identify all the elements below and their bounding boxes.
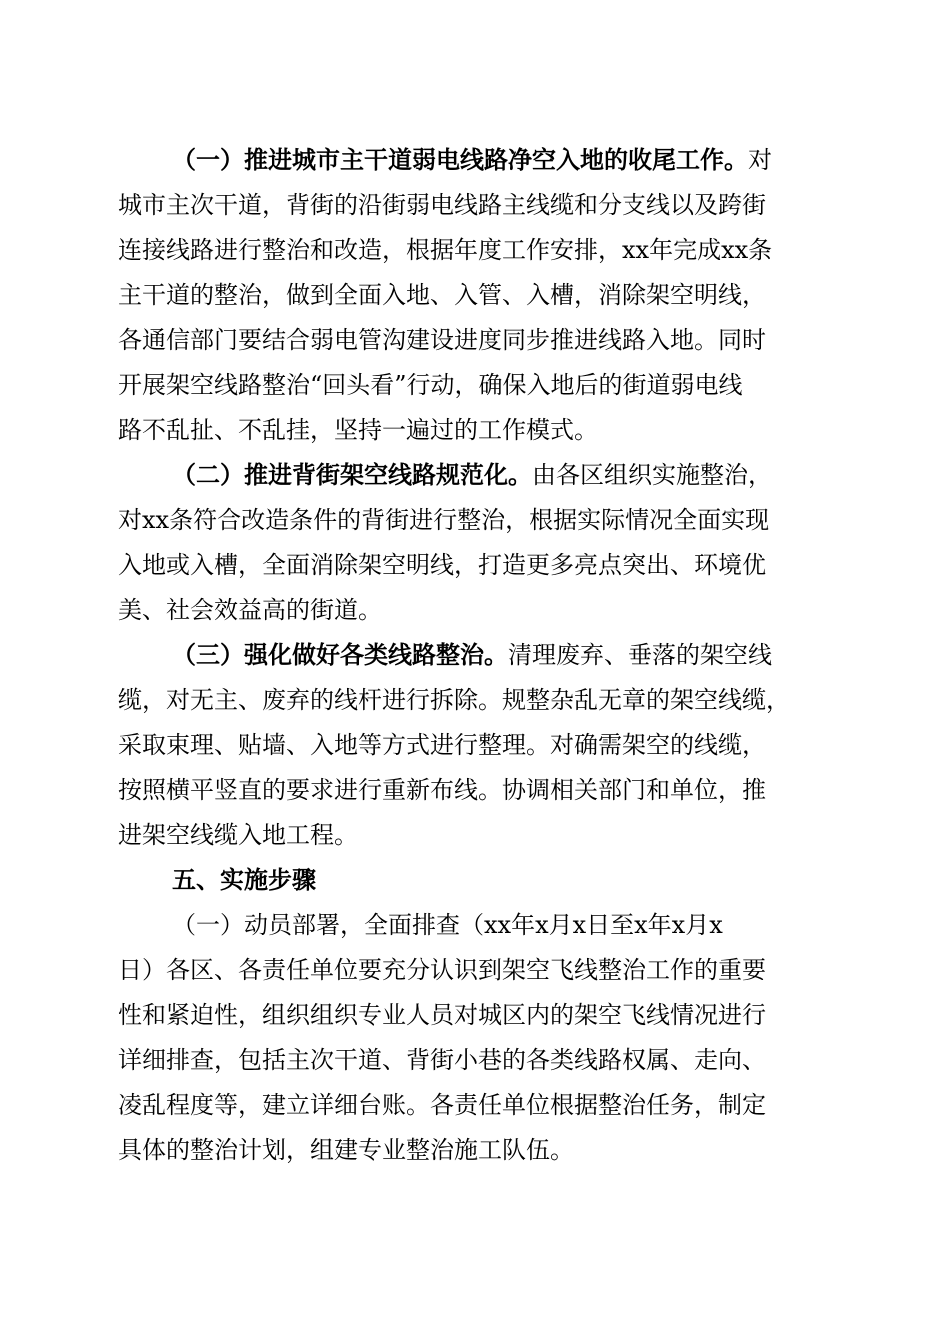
paragraph-line: 对xx条符合改造条件的背街进行整治，根据实际情况全面实现 (118, 506, 770, 534)
paragraph-line: 进架空线缆入地工程。 (118, 821, 358, 849)
paragraph-line: 采取束理、贴墙、入地等方式进行整理。对确需架空的线缆， (118, 731, 766, 759)
paragraph-text: 清理废弃、垂落的架空线 (508, 641, 772, 669)
paragraph-line (118, 633, 833, 678)
paragraph-lead: （一）推进城市主干道弱电线路净空入地的收尾工作。 (172, 146, 748, 174)
paragraph-main-road (118, 138, 833, 453)
paragraph-line: 详细排查，包括主次干道、背街小巷的各类线路权属、走向、 (118, 1046, 766, 1074)
paragraph-line: （一）动员部署，全面排查（xx年x月x日至x年x月x (172, 911, 723, 939)
paragraph-line: 各通信部门要结合弱电管沟建设进度同步推进线路入地。同时 (118, 326, 766, 354)
paragraph-lead: （二）推进背街架空线路规范化。 (172, 461, 532, 489)
paragraph-line: 主干道的整治，做到全面入地、入管、入槽，消除架空明线， (118, 281, 766, 309)
paragraph-line: 开展架空线路整治“回头看”行动，确保入地后的街道弱电线 (118, 371, 743, 399)
paragraph-text: 对 (748, 146, 772, 174)
paragraph-line: 按照横平竖直的要求进行重新布线。协调相关部门和单位，推 (118, 776, 766, 804)
section-heading-block (118, 858, 833, 903)
paragraph-line: 城市主次干道，背街的沿街弱电线路主线缆和分支线以及跨街 (118, 191, 766, 219)
paragraph-line: 缆，对无主、废弃的线杆进行拆除。规整杂乱无章的架空线缆， (118, 686, 790, 714)
paragraph-lead: （三）强化做好各类线路整治。 (172, 641, 508, 669)
paragraph-text: 由各区组织实施整治， (532, 461, 772, 489)
paragraph-line-rectification (118, 633, 833, 858)
paragraph-back-street (118, 453, 833, 633)
paragraph-mobilization (118, 903, 833, 1173)
section-heading: 五、实施步骤 (172, 866, 316, 894)
paragraph-line: 凌乱程度等，建立详细台账。各责任单位根据整治任务，制定 (118, 1091, 766, 1119)
paragraph-line: 美、社会效益高的街道。 (118, 596, 382, 624)
paragraph-line: 具体的整治计划，组建专业整治施工队伍。 (118, 1136, 574, 1164)
paragraph-line: 性和紧迫性，组织组织专业人员对城区内的架空飞线情况进行 (118, 1001, 766, 1029)
paragraph-line (118, 138, 833, 183)
paragraph-line: 日）各区、各责任单位要充分认识到架空飞线整治工作的重要 (118, 956, 766, 984)
paragraph-line (118, 453, 833, 498)
paragraph-line: 路不乱扯、不乱挂，坚持一遍过的工作模式。 (118, 416, 598, 444)
paragraph-line: 连接线路进行整治和改造，根据年度工作安排，xx年完成xx条 (118, 236, 773, 264)
paragraph-line: 入地或入槽，全面消除架空明线，打造更多亮点突出、环境优 (118, 551, 766, 579)
